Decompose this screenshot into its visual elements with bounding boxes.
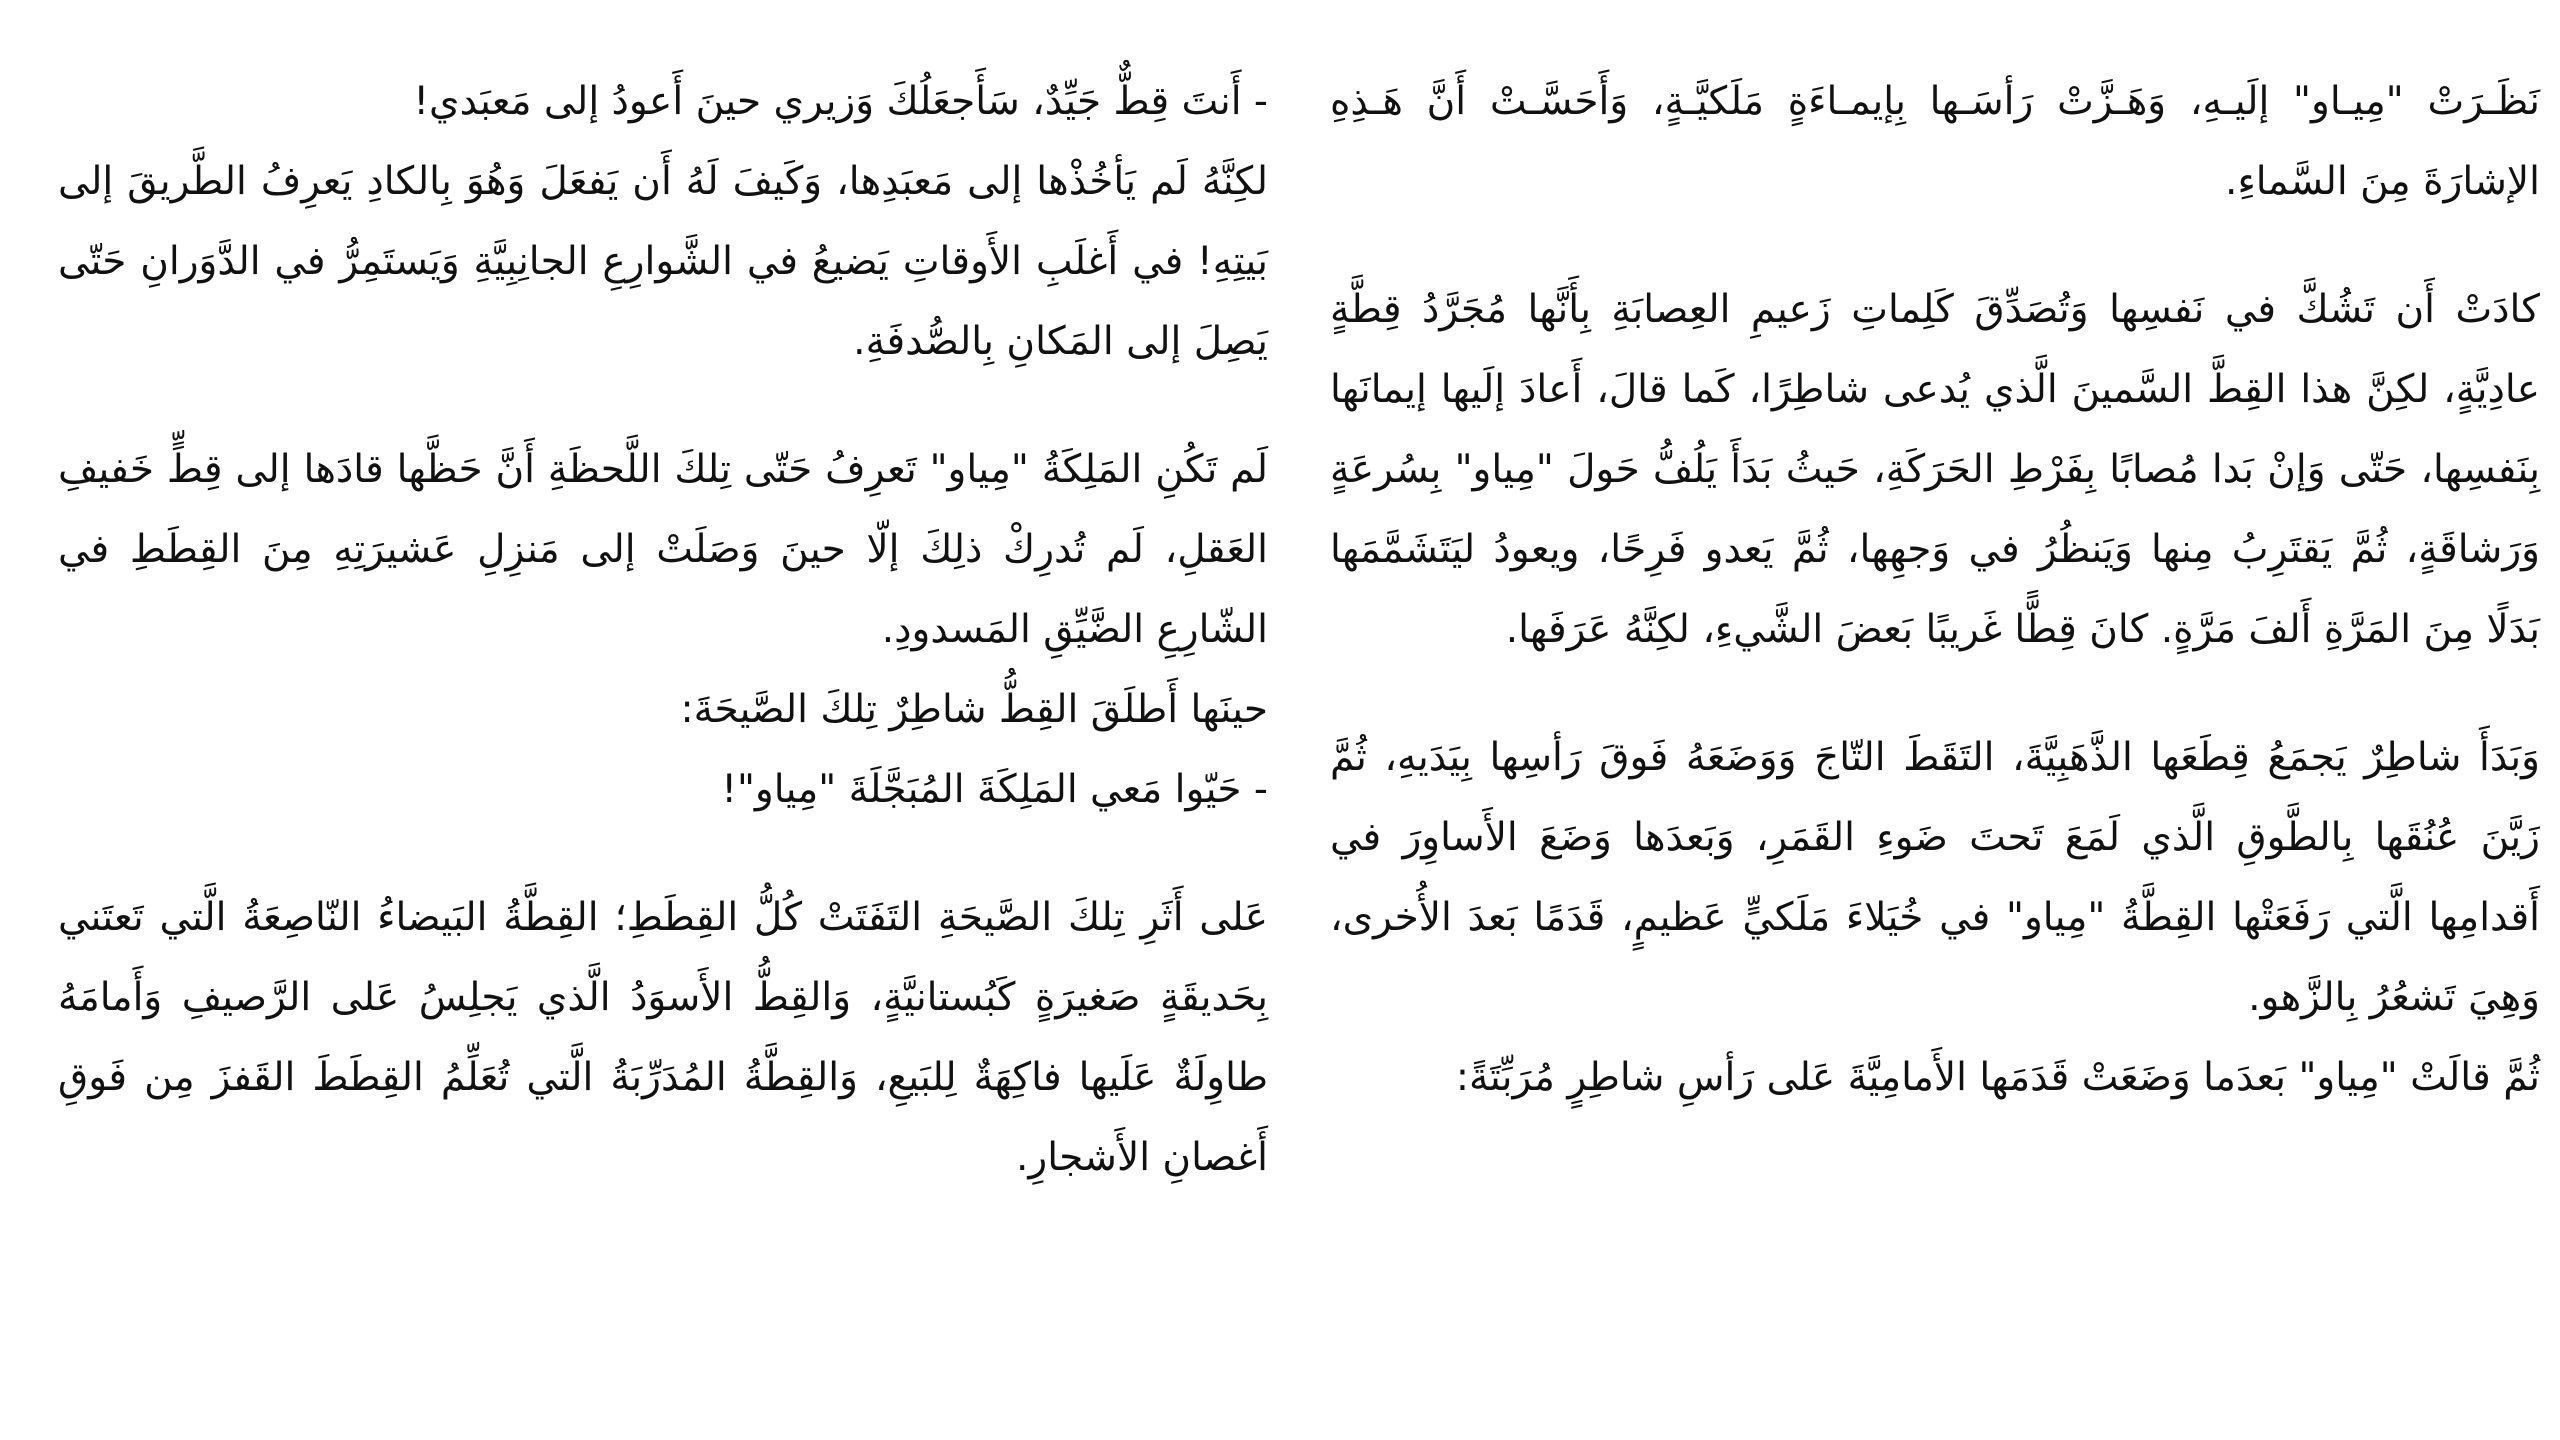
paragraph: حينَها أَطلَقَ القِطُّ شاطِرٌ تِلكَ الصَّيحَةَ: <box>680 687 1268 732</box>
paragraph: ثُمَّ قالَتْ "مِياو" بَعدَما وَضَعَتْ قَدَمَها الأَمامِيَّةَ عَلى رَأسِ شاطِرٍ مُرَبِّتَةً: <box>1455 1055 2540 1100</box>
paragraph: لكِنَّهُ لَم يَأخُذْها إلى مَعبَدِها، وَكَيفَ لَهُ أَن يَفعَلَ وَهُوَ بِالكادِ يَعرِفُ الطَّريقَ إلى بَيتِهِ! في أَغلَبِ الأَوقاتِ يَضيعُ في الشَّوارِعِ الجانِبِيَّةِ وَيَستَمِرُّ في الدَّوَرانِ حَتّى يَصِلَ إلى المَكانِ بِالصُّدفَةِ. <box>58 159 1268 364</box>
paragraph: كادَتْ أَن تَشُكَّ في نَفسِها وَتُصَدِّقَ كَلِماتِ زَعيمِ العِصابَةِ بِأَنَّها مُجَرَّدُ قِطَّةٍ عادِيَّةٍ، لكِنَّ هذا القِطَّ السَّمينَ الَّذي يُدعى شاطِرًا، كَما قالَ، أَعادَ إلَيها إيمانَها بِنَفسِها، حَتّى وَإنْ بَدا مُصابًا بِفَرْطِ الحَرَكَةِ، حَيثُ بَدَأَ يَلُفُّ حَولَ "مِياو" بِسُرعَةٍ وَرَشاقَةٍ، ثُمَّ يَقتَرِبُ مِنها وَيَنظُرُ في وَجهِها، ثُمَّ يَعدو فَرِحًا، ويعودُ ليَتَشَمَّمَها بَدَلًا مِنَ المَرَّةِ أَلفَ مَرَّةٍ. كانَ قِطًّا غَريبًا بَعضَ الشَّيءِ، لكِنَّهُ عَرَفَها. <box>1330 287 2540 652</box>
dialogue-line: - حَيّوا مَعي المَلِكَةَ المُبَجَّلَةَ "مِياو"! <box>721 767 1268 812</box>
paragraph: وَبَدَأَ شاطِرٌ يَجمَعُ قِطَعَها الذَّهَبِيَّةَ، التَقَطَ التّاجَ وَوَضَعَهُ فَوقَ رَأسِها بِيَدَيهِ، ثُمَّ زَيَّنَ عُنُقَها بِالطَّوقِ الَّذي لَمَعَ تَحتَ ضَوءِ القَمَرِ، وَبَعدَها وَضَعَ الأَساوِرَ في أَقدامِها الَّتي رَفَعَتْها القِطَّةُ "مِياو" في خُيَلاءَ مَلَكيٍّ عَظيمٍ، قَدَمًا بَعدَ الأُخرى، وَهِيَ تَشعُرُ بِالزَّهو. <box>1330 735 2540 1020</box>
paragraph: لَم تَكُنِ المَلِكَةُ "مِياو" تَعرِفُ حَتّى تِلكَ اللَّحظَةِ أَنَّ حَظَّها قادَها إلى قِطٍّ خَفيفِ العَقلِ، لَم تُدرِكْ ذلِكَ إلّا حينَ وَصَلَتْ إلى مَنزِلِ عَشيرَتِهِ مِنَ القِطَطِ في الشّارِعِ الضَّيِّقِ المَسدودِ. <box>58 447 1268 652</box>
dialogue-line: - أَنتَ قِطٌّ جَيِّدٌ، سَأَجعَلُكَ وَزيري حينَ أَعودُ إلى مَعبَدي! <box>413 79 1268 124</box>
paragraph: نَظَـرَتْ "مِيـاو" إلَيـهِ، وَهَـزَّتْ رَأسَـها بِإيمـاءَةٍ مَلَكيَّـةٍ، وَأَحَسَّـتْ أَنَّ هَـذِهِ الإشارَةَ مِنَ السَّماءِ. <box>1330 79 2540 204</box>
left-page <box>58 62 1268 1198</box>
right-page <box>1330 62 2540 1118</box>
paragraph: عَلى أَثَرِ تِلكَ الصَّيحَةِ التَفَتَتْ كُلُّ القِطَطِ؛ القِطَّةُ البَيضاءُ النّاصِعَةُ الَّتي تَعتَني بِحَديقَةٍ صَغيرَةٍ كَبُستانيَّةٍ، وَالقِطُّ الأَسوَدُ الَّذي يَجلِسُ عَلى الرَّصيفِ وَأَمامَهُ طاوِلَةٌ عَلَيها فاكِهَةٌ لِلبَيعِ، وَالقِطَّةُ المُدَرِّبَةُ الَّتي تُعَلِّمُ القِطَطَ القَفزَ مِن فَوقِ أَغصانِ الأَشجارِ. <box>58 895 1268 1180</box>
